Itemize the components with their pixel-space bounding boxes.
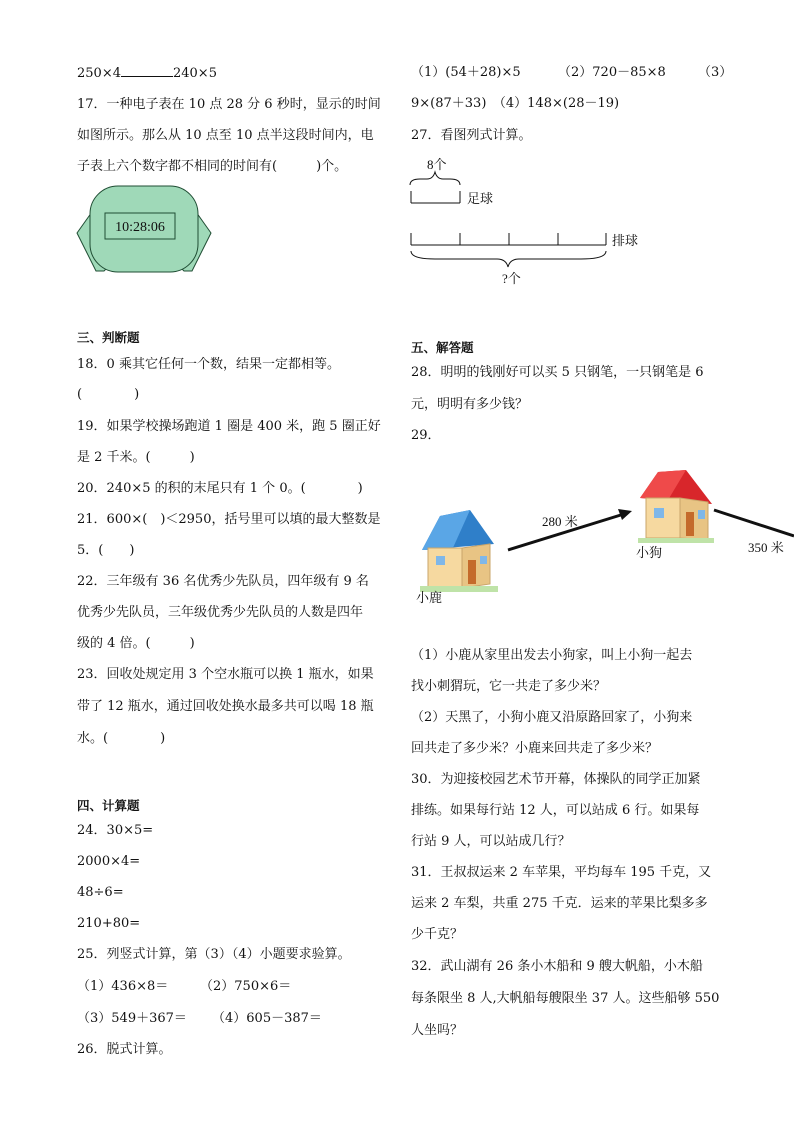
q25-3: （3）549＋367＝	[77, 1011, 187, 1026]
house-route-map	[410, 460, 794, 615]
deer-window	[436, 556, 445, 565]
q18-line2: ( )	[77, 387, 140, 402]
dog-door	[686, 512, 694, 536]
q30-line3: 行站 9 人，可以站成几行？	[411, 834, 571, 849]
q26-1: （1）(54＋28)×5	[411, 65, 521, 80]
route-arrowhead	[618, 509, 632, 520]
q29-1-line1: （1）小鹿从家里出发去小狗家，叫上小狗一起去	[411, 648, 693, 663]
q28-line1: 28．明明的钱刚好可以买 5 只钢笔，一只钢笔是 6	[411, 365, 704, 380]
q32-line2: 每条限坐 8 人,大帆船每艘限坐 37 人。这些船够 550	[411, 991, 720, 1006]
label-unknown: ?个	[502, 271, 521, 286]
q32-line1: 32．武山湖有 26 条小木船和 9 艘大帆船，小木船	[411, 959, 703, 974]
dog-house	[638, 470, 714, 543]
q29-2-line2: 回共走了多少米？小鹿来回共走了多少米？	[411, 741, 659, 756]
label-volleyball: 排球	[612, 233, 639, 248]
q32-line3: 人坐吗？	[411, 1023, 464, 1038]
q31-line1: 31．王叔叔运来 2 车苹果，平均每车 195 千克，又	[411, 865, 712, 880]
section-word-problems: 五、解答题	[411, 340, 474, 355]
label-deer: 小鹿	[416, 590, 443, 605]
q30-line2: 排练。如果每行站 12 人，可以站成 6 行。如果每	[411, 803, 700, 818]
q24-a: 24．30×5=	[77, 823, 154, 838]
label-8: 8个	[427, 157, 447, 172]
q17-line1: 17．一种电子表在 10 点 28 分 6 秒时，显示的时间	[77, 97, 381, 112]
top-brace	[410, 172, 460, 185]
q22-line1: 22．三年级有 36 名优秀少先队员，四年级有 9 名	[77, 574, 369, 589]
dog-ground	[638, 538, 714, 543]
answer-blank[interactable]	[121, 64, 173, 77]
q23-line2: 带了 12 瓶水，通过回收处换水最多共可以喝 18 瓶	[77, 699, 374, 714]
q26-title: 26．脱式计算。	[77, 1042, 172, 1057]
digital-clock-figure	[74, 183, 214, 275]
q30-line1: 30．为迎接校园艺术节开幕，体操队的同学正加紧	[411, 772, 701, 787]
q24-d: 210+80=	[77, 916, 141, 931]
dog-window	[698, 510, 705, 519]
distance-350: 350 米	[748, 540, 784, 555]
q20: 20．240×5 的积的末尾只有 1 个 0。( )	[77, 481, 363, 496]
q23-line3: 水。( )	[77, 731, 166, 746]
deer-window	[480, 556, 487, 564]
q31-line2: 运来 2 车梨，共重 275 千克．运来的苹果比梨多多	[411, 896, 708, 911]
q24-b: 2000×4=	[77, 854, 141, 869]
q24-c: 48÷6=	[77, 885, 124, 900]
deer-wall-front	[428, 548, 462, 588]
q16-left-expr: 250×4	[77, 66, 121, 81]
section-calculation: 四、计算题	[77, 798, 140, 813]
q29-1-line2: 找小刺猬玩，它一共走了多少米？	[411, 679, 607, 694]
q23-line1: 23．回收处规定用 3 个空水瓶可以换 1 瓶水，如果	[77, 667, 374, 682]
deer-door	[468, 560, 476, 584]
dog-window	[654, 508, 664, 518]
q25-4: （4）605－387＝	[212, 1011, 322, 1026]
q25-2: （2）750×6＝	[200, 979, 292, 994]
q19-line1: 19．如果学校操场跑道 1 圈是 400 米，跑 5 圈正好	[77, 419, 381, 434]
q25-instruction: 25．列竖式计算，第（3）（4）小题要求验算。	[77, 947, 351, 962]
section-judgment: 三、判断题	[77, 330, 140, 345]
q16-right-expr: 240×5	[172, 66, 217, 81]
q21-line1: 21．600×( )＜2950，括号里可以填的最大整数是	[77, 512, 381, 527]
q16-tail	[77, 64, 217, 83]
q17-line3: 子表上六个数字都不相同的时间有( )个。	[77, 159, 348, 174]
q25-1: （1）436×8＝	[77, 979, 169, 994]
q22-line2: 优秀少先队员，三年级优秀少先队员的人数是四年	[77, 605, 364, 620]
route-dog-to-hedgehog	[714, 510, 794, 536]
q26-3-label: （3）	[698, 65, 733, 80]
q17-line2: 如图所示。那么从 10 点至 10 点半这段时间内，电	[77, 128, 374, 143]
q21-line2: 5．( )	[77, 543, 135, 558]
deer-house	[420, 510, 498, 592]
label-dog: 小狗	[636, 545, 663, 560]
distance-280: 280 米	[542, 514, 578, 529]
q29-2-line1: （2）天黑了，小狗小鹿又沿原路回家了，小狗来	[411, 710, 693, 725]
q26-2: （2）720－85×8	[558, 65, 666, 80]
q29-title: 29．	[411, 428, 441, 443]
q26-line2: 9×(87＋33) （4）148×(28－19)	[411, 96, 620, 111]
label-football: 足球	[467, 191, 494, 206]
q28-line2: 元，明明有多少钱？	[411, 397, 529, 412]
bottom-brace	[411, 251, 606, 267]
ball-diagram	[405, 155, 655, 290]
q22-line3: 级的 4 倍。( )	[77, 636, 195, 651]
q27-title: 27．看图列式计算。	[411, 128, 532, 143]
clock-time: 10:28:06	[115, 220, 165, 235]
q31-line3: 少千克？	[411, 927, 464, 942]
q18-line1: 18．0 乘其它任何一个数，结果一定都相等。	[77, 357, 340, 372]
q19-line2: 是 2 千米。( )	[77, 450, 195, 465]
